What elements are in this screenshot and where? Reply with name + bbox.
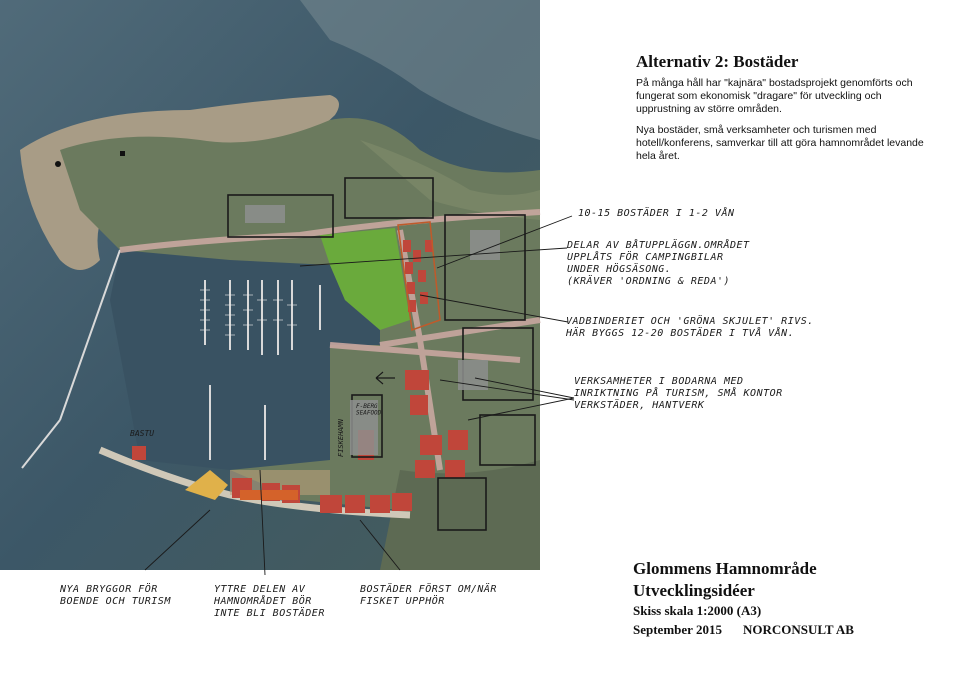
label-bastu: BASTU [130,429,155,438]
note-outer-area: YTTRE DELEN AV HAMNOMRÅDET BÖR INTE BLI BOSTÄDER [214,584,325,619]
project-name: Glommens Hamnområde [633,559,817,578]
label-seafood: F-BERG SEAFOOD [356,403,382,417]
hotel-block [240,490,298,500]
note-housing: 10-15 BOSTÄDER I 1-2 VÅN [578,208,735,219]
project-subtitle: Utvecklingsidéer [633,581,755,600]
note-camping: DELAR AV BÅTUPPLÄGGN.OMRÅDET UPPLÅTS FÖR CAMPINGBILAR UNDER HÖGSÄSONG. (KRÄVER 'ORDNING & REDA') [567,240,750,287]
page-title: Alternativ 2: Bostäder [636,52,799,71]
note-green-shed: VADBINDERIET OCH 'GRÖNA SKJULET' RIVS. HÄR BYGGS 12-20 BOSTÄDER I TVÅ VÅN. [566,316,814,339]
note-boathouses: NYA BRYGGOR FÖR BOENDE OCH TURISM [60,584,171,607]
description-paragraph-1: På många håll har "kajnära" bostadsprojekt genomförts och fungerat som ekonomisk "dragare" för utveckling och upprustning av större områden. [636,77,913,115]
project-org: NORCONSULT AB [743,622,854,637]
note-business: VERKSAMHETER I BODARNA MED INRIKTNING PÅ TURISM, SMÅ KONTOR VERKSTÄDER, HANTVERK [574,376,783,411]
label-fiskehamn: FISKEHAMN [337,419,345,457]
project-date: September 2015 [633,622,722,637]
note-fishing: BOSTÄDER FÖRST OM/NÄR FISKET UPPHÖR [360,584,497,607]
project-scale: Skiss skala 1:2000 (A3) [633,603,762,618]
description-paragraph-2: Nya bostäder, små verksamheter och turismen med hotell/konferens, samverkar till att göra hamnområdet levande hela året. [636,124,924,162]
